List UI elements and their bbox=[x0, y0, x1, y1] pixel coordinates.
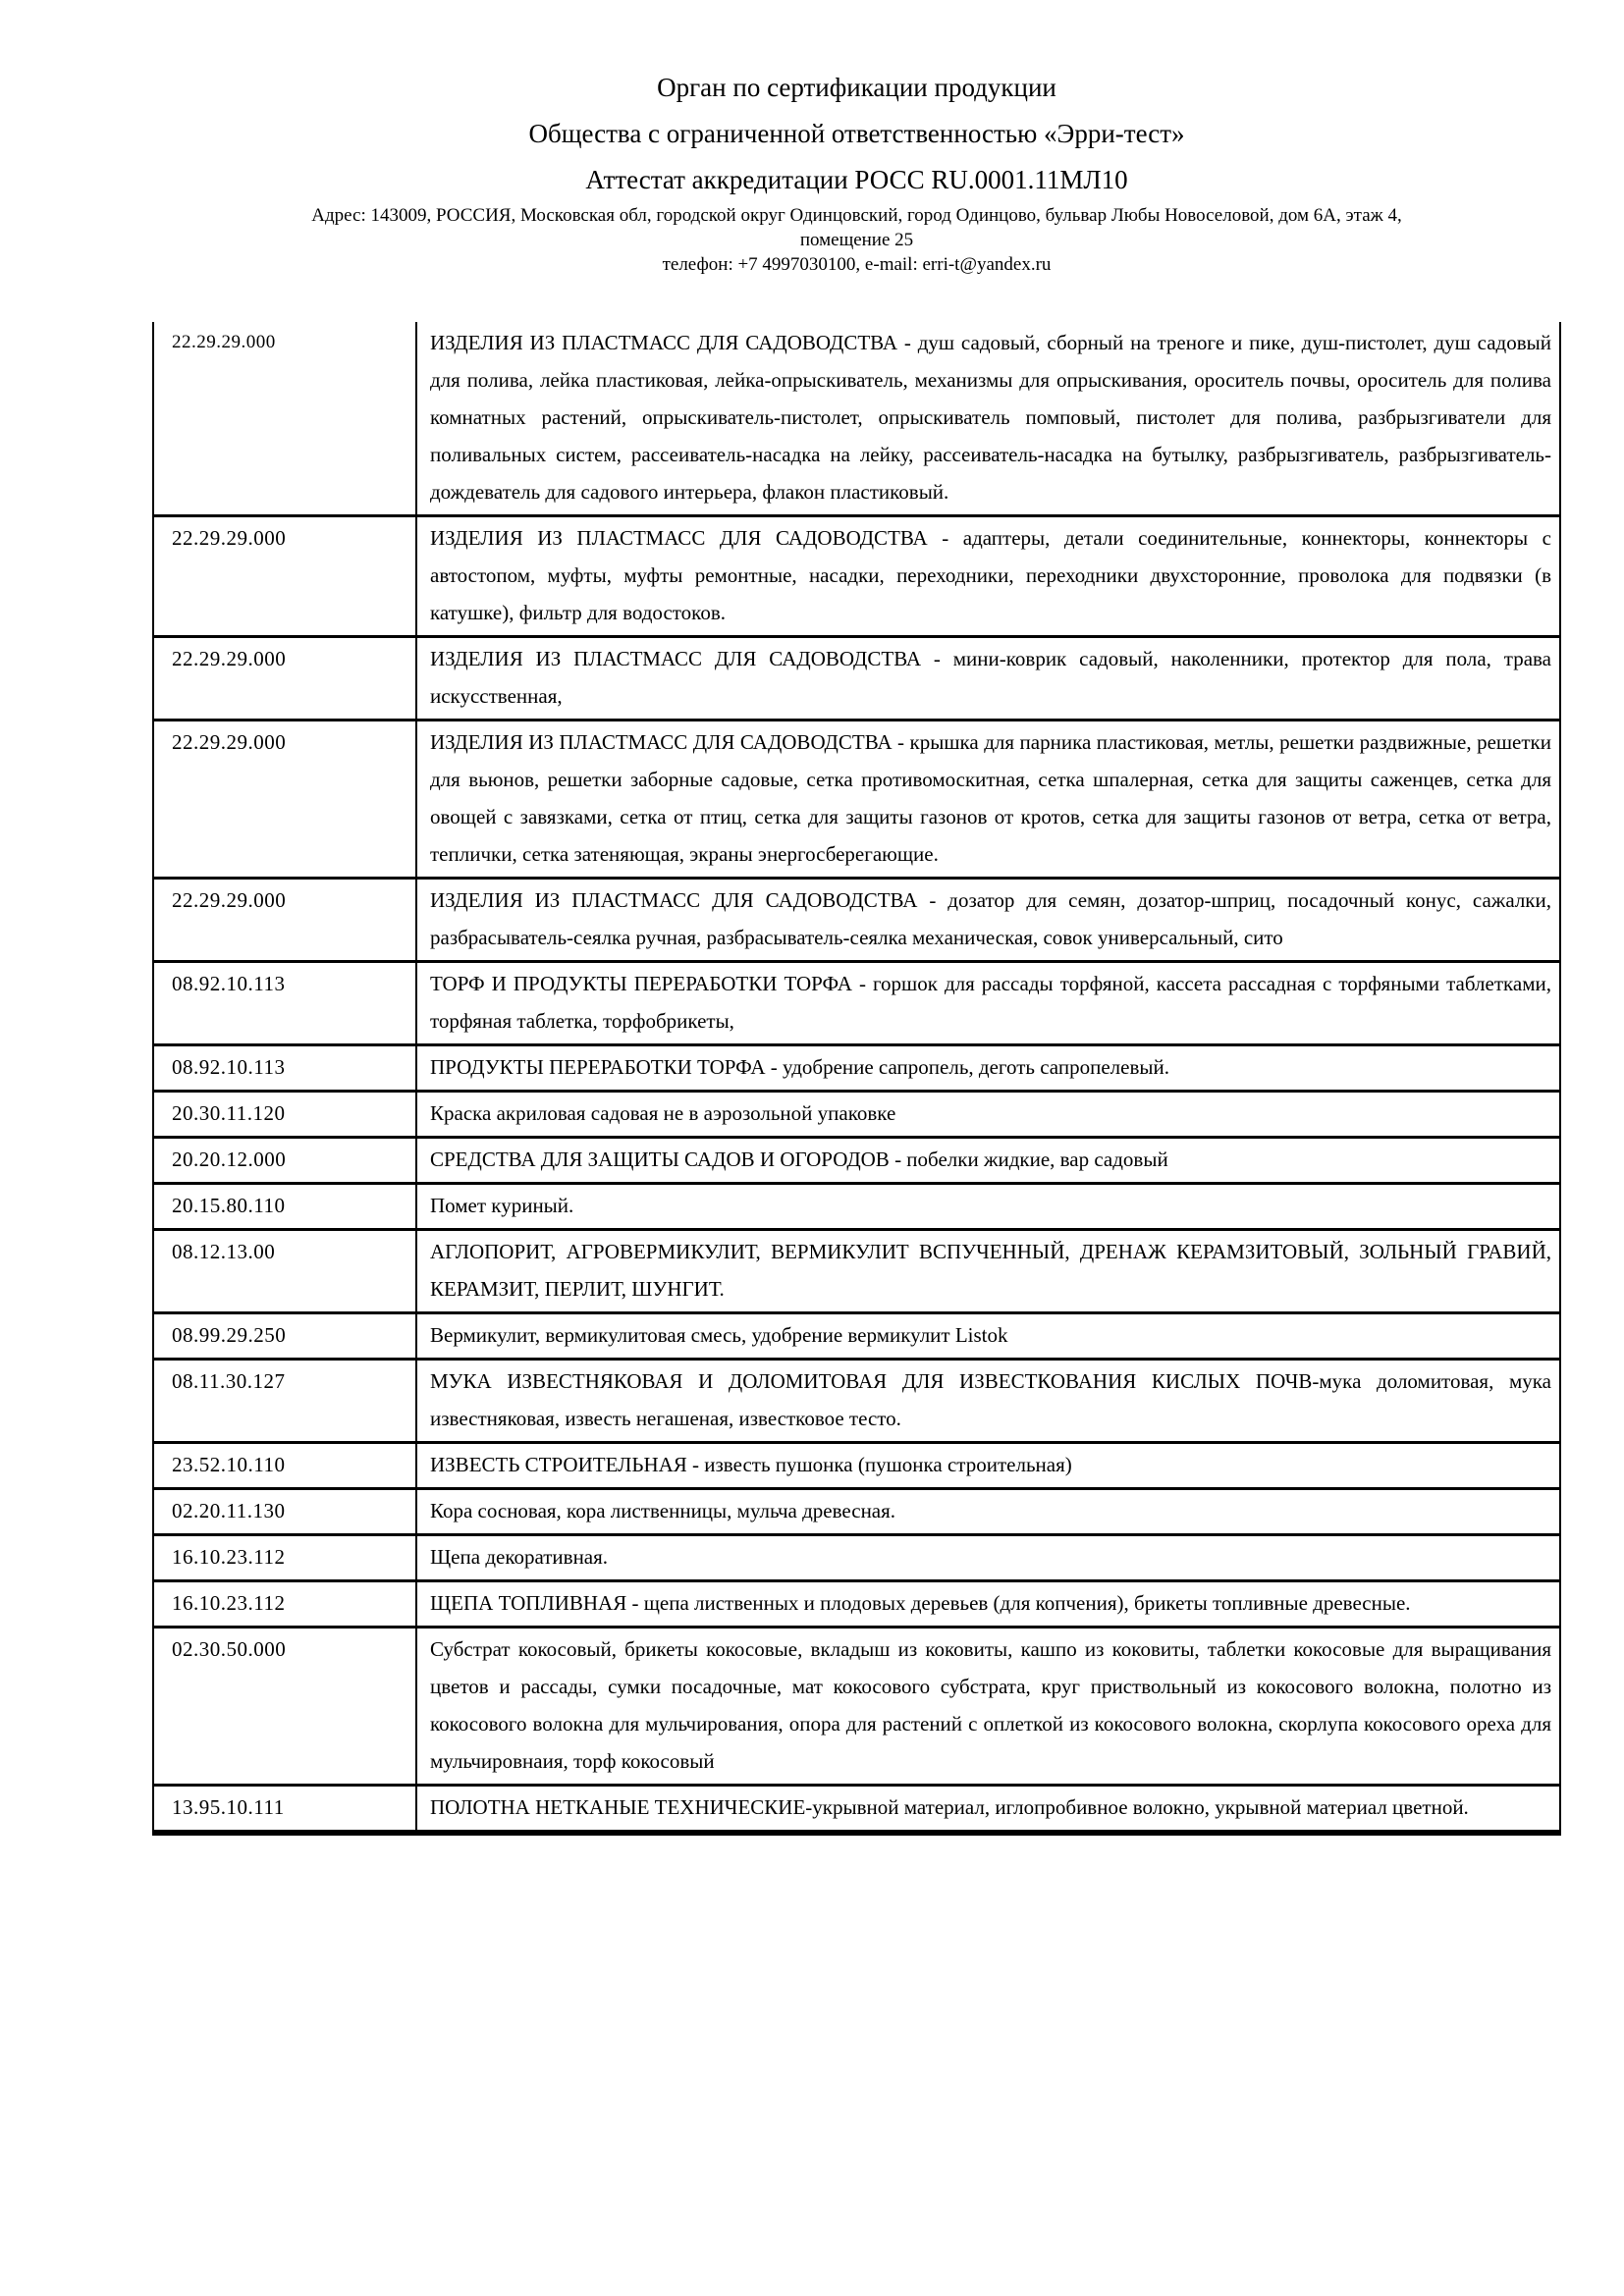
product-description: ИЗВЕСТЬ СТРОИТЕЛЬНАЯ - известь пушонка (пушонка строительная) bbox=[416, 1443, 1560, 1489]
product-code: 08.92.10.113 bbox=[153, 1045, 416, 1092]
product-code: 13.95.10.111 bbox=[153, 1786, 416, 1834]
product-code: 20.20.12.000 bbox=[153, 1138, 416, 1184]
table-row bbox=[153, 1628, 1560, 1786]
table-row bbox=[153, 1184, 1560, 1230]
table-row bbox=[153, 1360, 1560, 1443]
org-title-line2: Общества с ограниченной ответственностью «Эрри-тест» bbox=[528, 119, 1185, 148]
document-page bbox=[152, 0, 1561, 1836]
product-description: ИЗДЕЛИЯ ИЗ ПЛАСТМАСС ДЛЯ САДОВОДСТВА - адаптеры, детали соединительные, коннекторы, коннекторы с автостопом, муфты, муфты ремонтные, насадки, переходники, переходники двухсторонние, проволока для подвязки (в катушке), фильтр для водостоков. bbox=[416, 516, 1560, 637]
document-header bbox=[152, 0, 1561, 277]
product-code: 08.12.13.00 bbox=[153, 1230, 416, 1313]
table-row bbox=[153, 1092, 1560, 1138]
product-description: МУКА ИЗВЕСТНЯКОВАЯ И ДОЛОМИТОВАЯ ДЛЯ ИЗВЕСТКОВАНИЯ КИСЛЫХ ПОЧВ-мука доломитовая, мука известняковая, известь негашеная, известковое тесто. bbox=[416, 1360, 1560, 1443]
product-code: 22.29.29.000 bbox=[153, 322, 416, 516]
table-row bbox=[153, 721, 1560, 879]
table-row bbox=[153, 516, 1560, 637]
product-code: 02.30.50.000 bbox=[153, 1628, 416, 1786]
table-row bbox=[153, 1045, 1560, 1092]
product-description: ПОЛОТНА НЕТКАНЫЕ ТЕХНИЧЕСКИЕ-укрывной материал, иглопробивное волокно, укрывной материал цветной. bbox=[416, 1786, 1560, 1834]
product-code: 20.30.11.120 bbox=[153, 1092, 416, 1138]
product-code: 22.29.29.000 bbox=[153, 879, 416, 962]
product-description: ТОРФ И ПРОДУКТЫ ПЕРЕРАБОТКИ ТОРФА - горшок для рассады торфяной, кассета рассадная с торфяными таблетками, торфяная таблетка, торфобрикеты, bbox=[416, 962, 1560, 1045]
table-row bbox=[153, 962, 1560, 1045]
product-description: ЩЕПА ТОПЛИВНАЯ - щепа лиственных и плодовых деревьев (для копчения), брикеты топливные древесные. bbox=[416, 1581, 1560, 1628]
table-row bbox=[153, 1535, 1560, 1581]
product-description: Помет куриный. bbox=[416, 1184, 1560, 1230]
product-code: 08.92.10.113 bbox=[153, 962, 416, 1045]
product-code: 08.11.30.127 bbox=[153, 1360, 416, 1443]
products-table bbox=[152, 322, 1561, 1836]
table-row bbox=[153, 1313, 1560, 1360]
product-code: 16.10.23.112 bbox=[153, 1535, 416, 1581]
product-code: 08.99.29.250 bbox=[153, 1313, 416, 1360]
product-description: ИЗДЕЛИЯ ИЗ ПЛАСТМАСС ДЛЯ САДОВОДСТВА - мини-коврик садовый, наколенники, протектор для пола, трава искусственная, bbox=[416, 637, 1560, 721]
product-description: ИЗДЕЛИЯ ИЗ ПЛАСТМАСС ДЛЯ САДОВОДСТВА - крышка для парника пластиковая, метлы, решетки раздвижные, решетки для вьюнов, решетки заборные садовые, сетка противомоскитная, сетка шпалерная, сетка для защиты саженцев, сетка для овощей с завязками, сетка от птиц, сетка для защиты газонов от кротов, сетка для защиты газонов от ветра, сетка от ветра, теплички, сетка затеняющая, экраны энергосберегающие. bbox=[416, 721, 1560, 879]
product-description: ИЗДЕЛИЯ ИЗ ПЛАСТМАСС ДЛЯ САДОВОДСТВА - душ садовый, сборный на треноге и пике, душ-пистолет, душ садовый для полива, лейка пластиковая, лейка-опрыскиватель, механизмы для опрыскивания, ороситель почвы, ороситель для полива комнатных растений, опрыскиватель-пистолет, опрыскиватель помповый, пистолет для полива, разбрызгиватели для поливальных систем, рассеиватель-насадка на лейку, рассеиватель-насадка на бутылку, разбрызгиватель, разбрызгиватель-дождеватель для садового интерьера, флакон пластиковый. bbox=[430, 331, 1551, 504]
table-row bbox=[153, 879, 1560, 962]
table-row bbox=[153, 1786, 1560, 1834]
accreditation-line: Аттестат аккредитации РОСС RU.0001.11МЛ10 bbox=[585, 165, 1128, 194]
product-description: Щепа декоративная. bbox=[416, 1535, 1560, 1581]
products-table-body bbox=[153, 322, 1560, 1833]
table-row bbox=[153, 1230, 1560, 1313]
product-code: 02.20.11.130 bbox=[153, 1489, 416, 1535]
product-code: 22.29.29.000 bbox=[153, 637, 416, 721]
table-row bbox=[153, 1489, 1560, 1535]
product-description: СРЕДСТВА ДЛЯ ЗАЩИТЫ САДОВ И ОГОРОДОВ - побелки жидкие, вар садовый bbox=[416, 1138, 1560, 1184]
product-description: ИЗДЕЛИЯ ИЗ ПЛАСТМАСС ДЛЯ САДОВОДСТВА - дозатор для семян, дозатор-шприц, посадочный конус, сажалки, разбрасыватель-сеялка ручная, разбрасыватель-сеялка механическая, совок универсальный, сито bbox=[416, 879, 1560, 962]
address-line2: помещение 25 bbox=[799, 230, 914, 250]
product-description: Субстрат кокосовый, брикеты кокосовые, вкладыш из коковиты, кашпо из коковиты, таблетки кокосовые для выращивания цветов и рассады, сумки посадочные, мат кокосового субстрата, круг приствольный из кокосового волокна, полотно из кокосового волокна для мульчирования, опора для растений с оплеткой из кокосового волокна, скорлупа кокосового ореха для мульчировнаия, торф кокосовый bbox=[416, 1628, 1560, 1786]
table-row bbox=[153, 1581, 1560, 1628]
org-title-line1: Орган по сертификации продукции bbox=[657, 73, 1056, 102]
product-code: 23.52.10.110 bbox=[153, 1443, 416, 1489]
product-code: 20.15.80.110 bbox=[153, 1184, 416, 1230]
table-row bbox=[153, 322, 1560, 516]
product-code: 16.10.23.112 bbox=[153, 1581, 416, 1628]
product-description: Вермикулит, вермикулитовая смесь, удобрение вермикулит Listok bbox=[416, 1313, 1560, 1360]
table-row bbox=[153, 637, 1560, 721]
table-row bbox=[153, 1443, 1560, 1489]
product-description: АГЛОПОРИТ, АГРОВЕРМИКУЛИТ, ВЕРМИКУЛИТ ВСПУЧЕННЫЙ, ДРЕНАЖ КЕРАМЗИТОВЫЙ, ЗОЛЬНЫЙ ГРАВИЙ, КЕРАМЗИТ, ПЕРЛИТ, ШУНГИТ. bbox=[416, 1230, 1560, 1313]
product-code: 22.29.29.000 bbox=[153, 721, 416, 879]
product-description: ПРОДУКТЫ ПЕРЕРАБОТКИ ТОРФА - удобрение сапропель, деготь сапропелевый. bbox=[416, 1045, 1560, 1092]
product-code: 22.29.29.000 bbox=[153, 516, 416, 637]
address-line1: Адрес: 143009, РОССИЯ, Московская обл, городской округ Одинцовский, город Одинцово, бульвар Любы Новоселовой, дом 6А, этаж 4, bbox=[311, 205, 1402, 226]
product-description: Кора сосновая, кора лиственницы, мульча древесная. bbox=[416, 1489, 1560, 1535]
product-description: Краска акриловая садовая не в аэрозольной упаковке bbox=[416, 1092, 1560, 1138]
table-row bbox=[153, 1138, 1560, 1184]
contact-line: телефон: +7 4997030100, e-mail: erri-t@yandex.ru bbox=[662, 254, 1052, 275]
